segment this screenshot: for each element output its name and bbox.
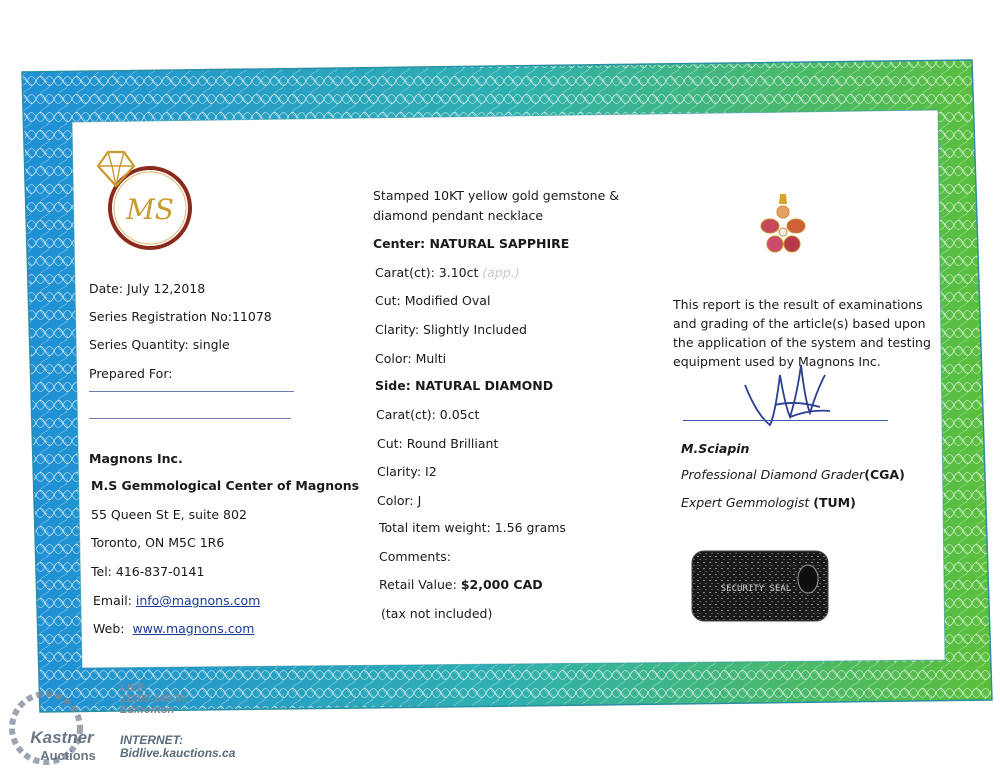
side-clarity: Clarity: I2 xyxy=(377,464,437,479)
company-name: Magnons Inc. xyxy=(89,451,183,466)
pendant-photo xyxy=(758,192,808,258)
web-link[interactable]: www.magnons.com xyxy=(132,621,255,636)
watermark-internet-label: INTERNET: xyxy=(120,733,184,747)
watermark-brand-2: Auctions xyxy=(40,748,96,763)
tax-note: (tax not included) xyxy=(381,606,493,621)
side-stone-heading: Side: NATURAL DIAMOND xyxy=(375,378,554,393)
report-statement-line4: equipment used by Magnons Inc. xyxy=(673,354,881,369)
center-color: Color: Multi xyxy=(375,351,447,366)
prepared-for-label: Prepared For: xyxy=(89,366,173,381)
signature-line xyxy=(683,420,888,421)
series-quantity: Series Quantity: single xyxy=(89,337,230,352)
email-label: Email: xyxy=(93,593,132,608)
side-carat: Carat(ct): 0.05ct xyxy=(376,407,480,422)
watermark-internet-block xyxy=(120,734,235,760)
signature xyxy=(735,345,845,435)
signer-title-1-credential: (CGA) xyxy=(864,467,905,482)
watermark-live-block xyxy=(120,683,189,716)
city-address: Toronto, ON M5C 1R6 xyxy=(91,535,225,550)
side-cut: Cut: Round Brilliant xyxy=(377,436,499,451)
signer-name: M.Sciapin xyxy=(681,441,750,456)
retail-value-label: Retail Value: xyxy=(379,577,457,592)
side-color: Color: J xyxy=(377,493,422,508)
prepared-for-line-2 xyxy=(89,418,291,419)
item-description-line1: Stamped 10KT yellow gold gemstone & xyxy=(373,188,619,203)
signer-title-2-credential: (TUM) xyxy=(813,495,856,510)
diamond-ring-icon xyxy=(98,152,134,186)
report-statement-line1: This report is the result of examinations xyxy=(673,297,923,312)
web-label: Web: xyxy=(93,621,125,636)
street-address: 55 Queen St E, suite 802 xyxy=(91,507,247,522)
brand-logo xyxy=(86,142,201,257)
watermark-city: Edmonton xyxy=(120,704,175,716)
watermark-address: 11205-149 St. xyxy=(120,693,189,705)
telephone: Tel: 416-837-0141 xyxy=(91,564,205,579)
signer-title-1: Professional Diamond Grader xyxy=(681,467,865,482)
prepared-for-line-1 xyxy=(89,391,294,392)
total-weight: Total item weight: 1.56 grams xyxy=(379,520,566,535)
center-clarity: Clarity: Slightly Included xyxy=(375,322,527,337)
item-description-line2: diamond pendant necklace xyxy=(373,208,544,223)
issue-date: Date: July 12,2018 xyxy=(89,281,206,296)
logo-text: MS xyxy=(126,193,174,226)
watermark-brand-1: Kastner xyxy=(30,728,94,747)
watermark-site: Bidlive.kauctions.ca xyxy=(120,746,236,760)
series-registration: Series Registration No:11078 xyxy=(89,309,272,324)
center-carat-note: (app.) xyxy=(482,265,520,280)
security-seal-hologram xyxy=(690,549,830,623)
center-cut: Cut: Modified Oval xyxy=(375,293,491,308)
email-link[interactable]: info@magnons.com xyxy=(135,593,261,608)
signer-title-2: Expert Gemmologist xyxy=(681,495,810,510)
watermark-live-label: LIVE: xyxy=(120,682,149,694)
auction-watermark-logo xyxy=(6,688,114,768)
center-carat: Carat(ct): 3.10ct xyxy=(375,265,479,280)
report-statement-line2: and grading of the article(s) based upon xyxy=(673,316,926,331)
report-statement-line3: the application of the system and testing xyxy=(673,335,931,350)
retail-value: $2,000 CAD xyxy=(460,577,543,592)
seal-text: SECURITY SEAL xyxy=(720,584,792,594)
center-name: M.S Gemmological Center of Magnons xyxy=(91,478,360,493)
comments-label: Comments: xyxy=(379,549,451,564)
center-stone-heading: Center: NATURAL SAPPHIRE xyxy=(373,236,570,251)
